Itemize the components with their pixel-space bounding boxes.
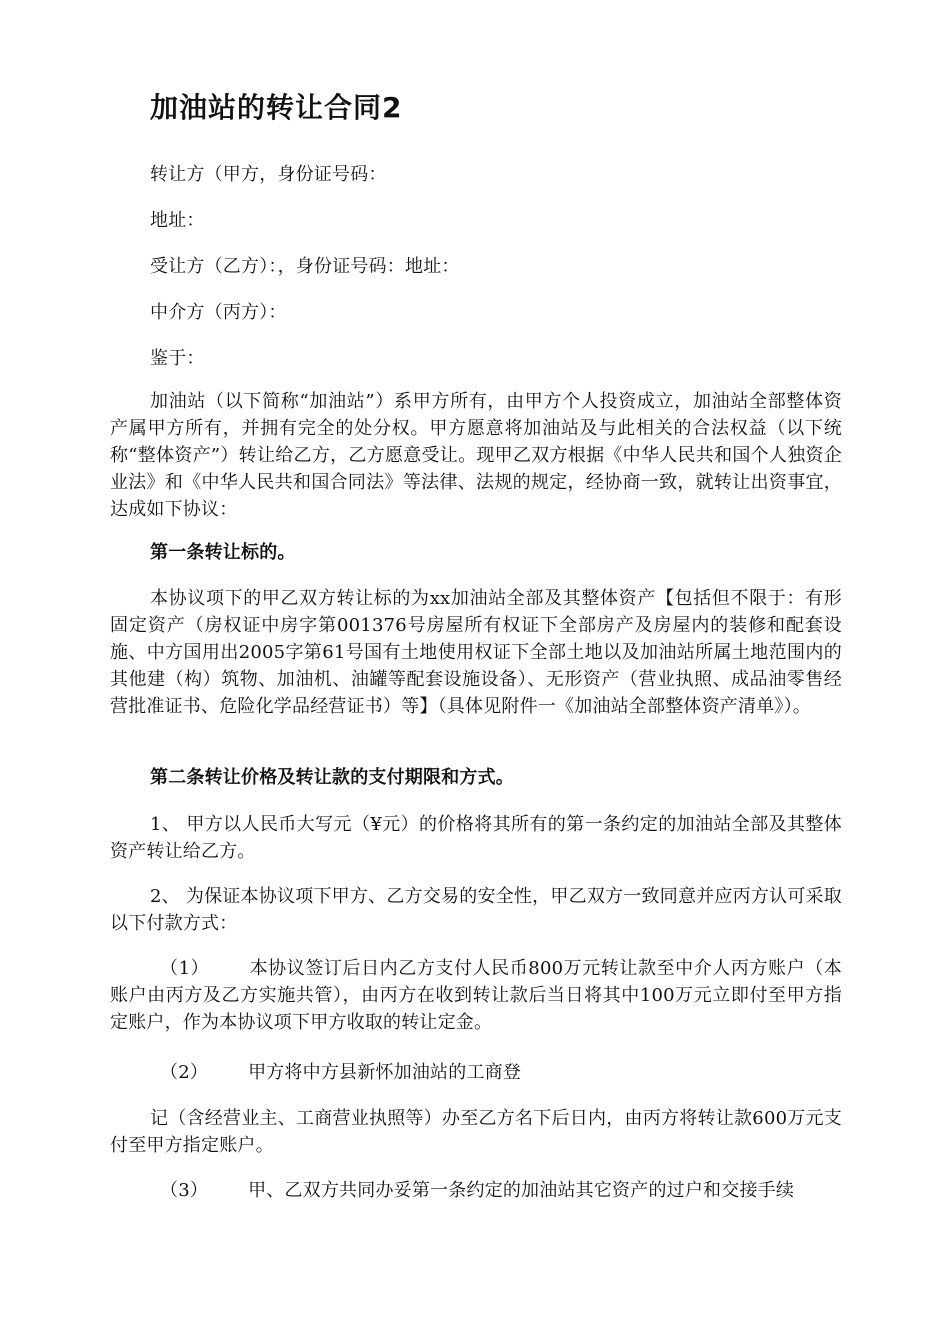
- item-3-number: （3）: [160, 1180, 209, 1201]
- document-title: 加油站的转让合同2: [150, 91, 403, 124]
- item-1-text: 本协议签订后日内乙方支付人民币800万元转让款至中介人丙方账户（本账户由丙方及乙方实施共管），由丙方在收到转让款后当日将其中100万元立即付至甲方指定账户，作为本协议项下甲方收取的转让定金。: [110, 958, 842, 1033]
- article2-heading: 第二条转让价格及转让款的支付期限和方式。: [150, 767, 514, 788]
- clause-2: 2、 为保证本协议项下甲方、乙方交易的安全性，甲乙双方一致同意并应丙方认可采取以下付款方式：: [110, 886, 842, 934]
- item-2-number: （2）: [160, 1062, 209, 1083]
- item-2: [110, 1059, 842, 1086]
- party-a-line: 转让方（甲方，身份证号码：: [150, 164, 387, 185]
- article1-heading: 第一条转让标的。: [150, 542, 296, 563]
- article1-body: 本协议项下的甲乙双方转让标的为xx加油站全部及其整体资产【包括但不限于：有形固定资产（房权证中房字第001376号房屋所有权证下全部房产及房屋内的装修和配套设施、中方国用出2005字第61号国有土地使用权证下全部土地以及加油站所属土地范围内的其他建（构）筑物、加油机、油罐等配套设施设备）、无形资产（营业执照、成品油零售经营批准证书、危险化学品经营证书）等】（具体见附件一《加油站全部整体资产清单》）。: [110, 588, 842, 717]
- address-line: 地址：: [150, 210, 205, 231]
- party-c-line: 中介方（丙方）：: [150, 302, 287, 323]
- intro-paragraph: 加油站（以下简称“加油站”）系甲方所有，由甲方个人投资成立，加油站全部整体资产属甲方所有，并拥有完全的处分权。甲方愿意将加油站及与此相关的合法权益（以下统称“整体资产”）转让给乙方，乙方愿意受让。现甲乙双方根据《中华人民共和国个人独资企业法》和《中华人民共和国合同法》等法律、法规的规定，经协商一致，就转让出资事宜，达成如下协议：: [110, 391, 842, 520]
- clause-1: 1、 甲方以人民币大写元（¥元）的价格将其所有的第一条约定的加油站全部及其整体资产转让给乙方。: [110, 814, 842, 862]
- item-3: [110, 1177, 842, 1204]
- item-2-text: 甲方将中方县新怀加油站的工商登: [248, 1062, 522, 1083]
- party-b-line: 受让方（乙方）：，身份证号码：地址：: [150, 256, 460, 277]
- item-1: [110, 955, 842, 1036]
- whereas-line: 鉴于：: [150, 348, 205, 369]
- item-1-number: （1）: [160, 958, 210, 979]
- item-2-continuation: 记（含经营业主、工商营业执照等）办至乙方名下后日内，由丙方将转让款600万元支付至甲方指定账户。: [110, 1108, 842, 1156]
- item-3-text: 甲、乙双方共同办妥第一条约定的加油站其它资产的过户和交接手续: [248, 1180, 795, 1201]
